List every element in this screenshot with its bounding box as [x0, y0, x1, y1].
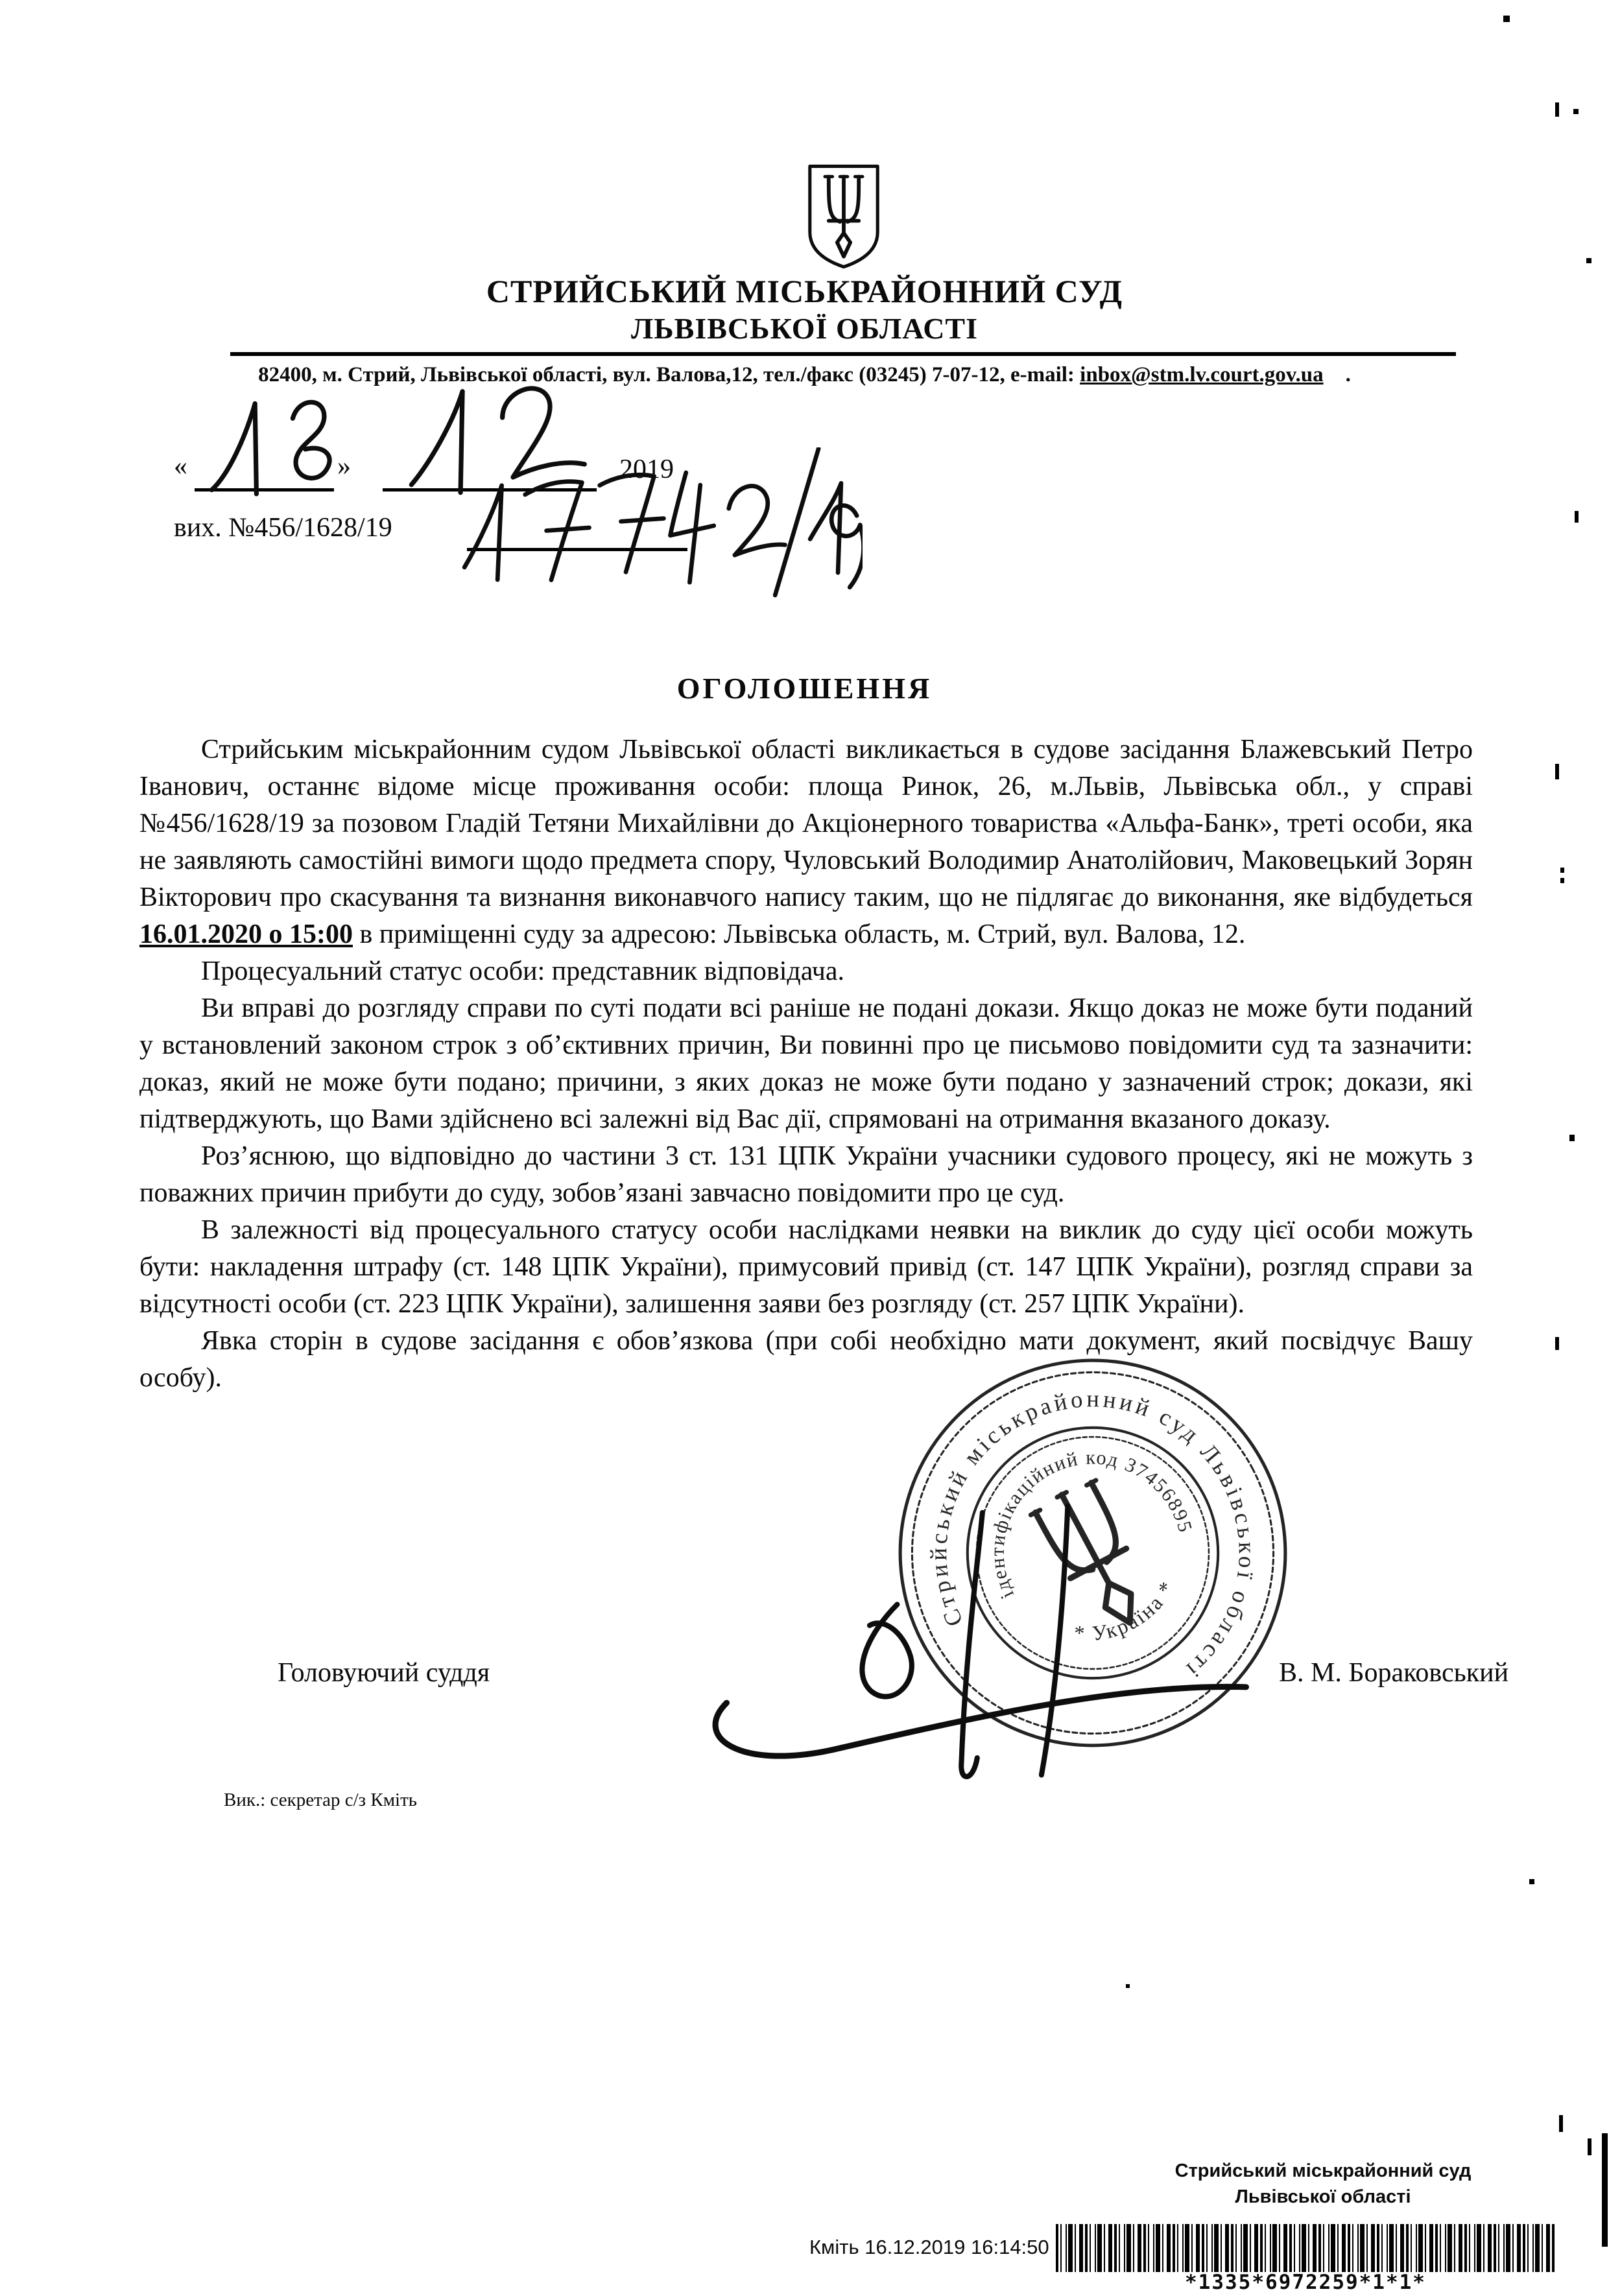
court-name-line2: ЛЬВІВСЬКОЇ ОБЛАСТІ	[630, 312, 979, 345]
registration-barcode	[1056, 2224, 1555, 2272]
scan-artifact	[1575, 511, 1579, 523]
paragraph-article131: Роз’яснюю, що відповідно до частини 3 ст. 131 ЦПК України учасники судового процесу, які не можуть з поважних причин прибути до суду, зобов’язані завчасно повідомити про це суд.	[139, 1141, 1473, 1208]
ukraine-trident-emblem	[806, 162, 881, 271]
scan-artifact	[1555, 1337, 1559, 1350]
paragraph-summons	[139, 731, 1473, 953]
footer-stamp-meta: Кміть 16.12.2019 16:14:50	[809, 2236, 1049, 2258]
handwritten-day	[195, 389, 344, 509]
scan-artifact	[1560, 868, 1564, 873]
scan-artifact	[1560, 878, 1564, 883]
address-text: 82400, м. Стрий, Львівської області, вул. Валова,12, тел./факс (03245) 7-07-12, e-mail:	[258, 363, 1080, 386]
scan-artifact	[1573, 109, 1579, 114]
barcode-caption: *1335*6972259*1*1*	[1185, 2271, 1426, 2294]
paragraph-attendance: Явка сторін в судове засідання є обов’язкова (при собі необхідно мати документ, який посвідчує Вашу особу).	[139, 1326, 1473, 1393]
document-body	[139, 731, 1473, 1397]
scan-artifact	[1586, 258, 1591, 263]
paragraph-evidence: Ви вправі до розгляду справи по суті подати всі раніше не подані докази. Якщо доказ не може бути поданий у встановлений законом строк з об’єктивних причин, Ви повинні про це письмово повідомити суд та зазначити: доказ, який не може бути подано; причини, з яких доказ не може бути подано у зазначений строк; докази, які підтверджують, що Вами здійснено всі залежні від Вас дії, спрямовані на отримання вказаного доказу.	[139, 993, 1473, 1134]
scan-artifact	[1569, 1135, 1575, 1141]
page-title: ОГОЛОШЕННЯ	[676, 672, 933, 705]
seal-inner-text-top: ідентифікаційний код 37456895	[986, 1446, 1197, 1603]
date-year: 2019	[619, 455, 674, 484]
paragraph-status: Процесуальний статус особи: представник відповідача.	[201, 956, 845, 986]
court-name-line1: СТРИЙСЬКИЙ МІСЬКРАЙОННИЙ СУД	[486, 273, 1123, 309]
scan-artifact	[1602, 2133, 1608, 2247]
scan-artifact	[1559, 2115, 1563, 2132]
hearing-datetime: 16.01.2020 о 15:00	[139, 919, 353, 949]
scan-artifact	[1529, 1879, 1534, 1884]
seal-outer-text: Стрийський міськрайонний суд Львівської області	[925, 1385, 1261, 1685]
judge-name: В. М. Бораковський	[1279, 1658, 1509, 1688]
judge-signature	[700, 1485, 1278, 1790]
footer-court-name	[1012, 2158, 1609, 2210]
scan-artifact	[1555, 764, 1559, 779]
header-divider	[230, 352, 1456, 356]
date-open-quote: «	[174, 451, 187, 481]
seal-inner-text-bottom: * Україна *	[1073, 1576, 1180, 1646]
handwritten-ref-number	[447, 447, 863, 610]
court-address-line	[0, 363, 1609, 387]
scan-artifact	[1503, 16, 1510, 22]
judge-title: Головуючий суддя	[278, 1658, 490, 1688]
court-email-link: inbox@stm.lv.court.gov.ua	[1080, 363, 1324, 386]
address-tail-dot: .	[1345, 363, 1351, 386]
scan-artifact	[1555, 102, 1559, 117]
outgoing-ref-label: вих. №456/1628/19	[174, 513, 392, 543]
footer-court-line2: Львівської області	[1235, 2186, 1411, 2207]
paragraph-consequences: В залежності від процесуального статусу особи наслідками неявки на виклик до суду цієї особи можуть бути: накладення штрафу (ст. 148 ЦПК України), примусовий привід (ст. 147 ЦПК України), розгляд справи за відсутності особи (ст. 223 ЦПК України), залишення заяви без розгляду (ст. 257 ЦПК України).	[139, 1215, 1473, 1319]
footer-court-line1: Стрийський міськрайонний суд	[1174, 2160, 1472, 2181]
scan-artifact	[1588, 2138, 1591, 2155]
hearing-location: в приміщенні суду за адресою: Львівська область, м. Стрий, вул. Валова, 12.	[353, 919, 1246, 949]
date-close-quote: »	[337, 451, 351, 481]
clerk-line: Вик.: секретар с/з Кміть	[224, 1790, 418, 1810]
summons-text: Стрийським міськрайонним судом Львівської області викликається в судове засідання Блажевський Петро Іванович, останнє відоме місце проживання особи: площа Ринок, 26, м.Львів, Львівська обл., у справі №456/1628/19 за позовом Гладій Тетяни Михайлівни до Акціонерного товариства «Альфа-Банк», треті особи, яка не заявляють самостійні вимоги щодо предмета спору, Чуловський Володимир Анатолійович, Маковецький Зорян Вікторович про скасування та визнання виконавчого напису таким, що не підлягає до виконання, яке відбудеться	[139, 735, 1473, 912]
scan-artifact	[1126, 1984, 1130, 1988]
